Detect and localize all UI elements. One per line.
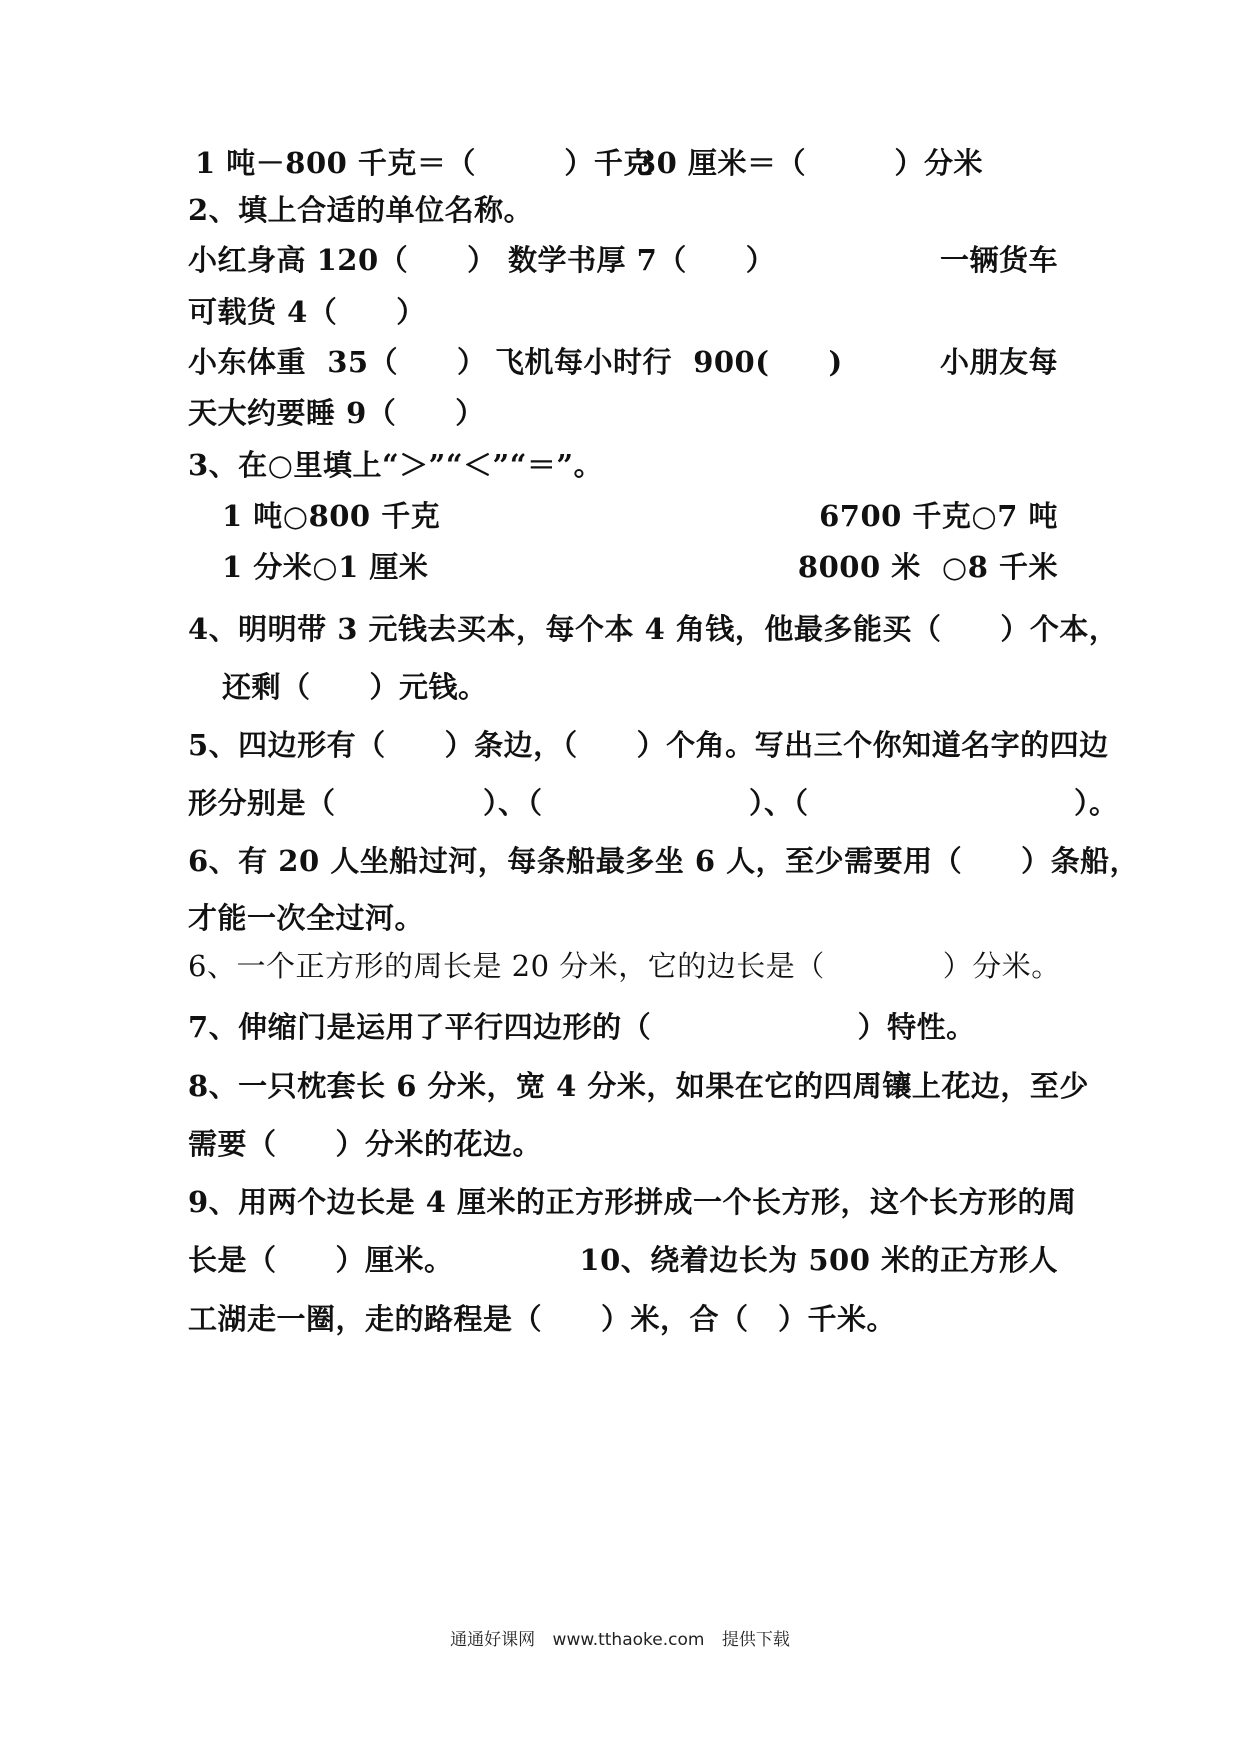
q10-line-start: 10、绕着边长为 500 米的正方形人 [579, 1243, 1058, 1277]
footer-site-name: 通通好课网 [450, 1630, 536, 1650]
q8-line2: 需要（ ）分米的花边。 [188, 1127, 543, 1161]
q2-item-weight: 小东体重 35（ ） [188, 345, 487, 379]
q7-line: 7、伸缩门是运用了平行四边形的（ ）特性。 [188, 1010, 976, 1044]
q10-line-end: 工湖走一圈，走的路程是（ ）米，合（ ）千米。 [188, 1302, 897, 1336]
q2-item-sleep-end: 天大约要睡 9（ ） [188, 396, 485, 430]
q2-item-book: 数学书厚 7（ ） [508, 243, 776, 277]
q6a-line1: 6、有 20 人坐船过河，每条船最多坐 6 人，至少需要用（ ）条船， [188, 844, 1140, 878]
q9-line2-left: 长是（ ）厘米。 [188, 1243, 454, 1277]
q1-left: 1 吨－800 千克＝（ ）千克 [195, 146, 653, 180]
q2-title: 2、填上合适的单位名称。 [188, 193, 534, 227]
q2-item-sleep-start: 小朋友每 [939, 345, 1058, 379]
q9-line1: 9、用两个边长是 4 厘米的正方形拼成一个长方形，这个长方形的周 [188, 1185, 1077, 1219]
q3-item-4: 8000 米 ○8 千米 [797, 550, 1058, 584]
q3-title: 3、在○里填上“＞”“＜”“＝”。 [188, 448, 604, 482]
q3-item-3: 1 分米○1 厘米 [222, 550, 429, 584]
q3-item-1: 1 吨○800 千克 [222, 499, 441, 533]
q6b-line: 6、一个正方形的周长是 20 分米，它的边长是（ ）分米。 [188, 949, 1061, 983]
q2-item-height: 小红身高 120（ ） [188, 243, 497, 277]
footer-url[interactable]: www.tthaoke.com [552, 1630, 705, 1650]
footer-suffix: 提供下载 [721, 1630, 790, 1650]
q5-line1: 5、四边形有（ ）条边，（ ）个角。写出三个你知道名字的四边 [188, 728, 1109, 762]
q6a-line2: 才能一次全过河。 [188, 901, 425, 935]
q3-item-2: 6700 千克○7 吨 [819, 499, 1058, 533]
q8-line1: 8、一只枕套长 6 分米，宽 4 分米，如果在它的四周镶上花边，至少 [188, 1069, 1089, 1103]
q2-item-truck-start: 一辆货车 [939, 243, 1058, 277]
q5-line2: 形分别是（ ）、（ ）、（ ）。 [188, 786, 1119, 820]
page-footer [0, 1625, 1240, 1650]
q1-right: 30 厘米＝（ ）分米 [636, 146, 983, 180]
q4-line1: 4、明明带 3 元钱去买本，每个本 4 角钱，他最多能买（ ）个本， [188, 612, 1119, 646]
q2-item-truck-end: 可载货 4（ ） [188, 295, 426, 329]
q4-line2: 还剩（ ）元钱。 [222, 670, 488, 704]
q2-item-plane: 飞机每小时行 900( ) [495, 345, 843, 379]
